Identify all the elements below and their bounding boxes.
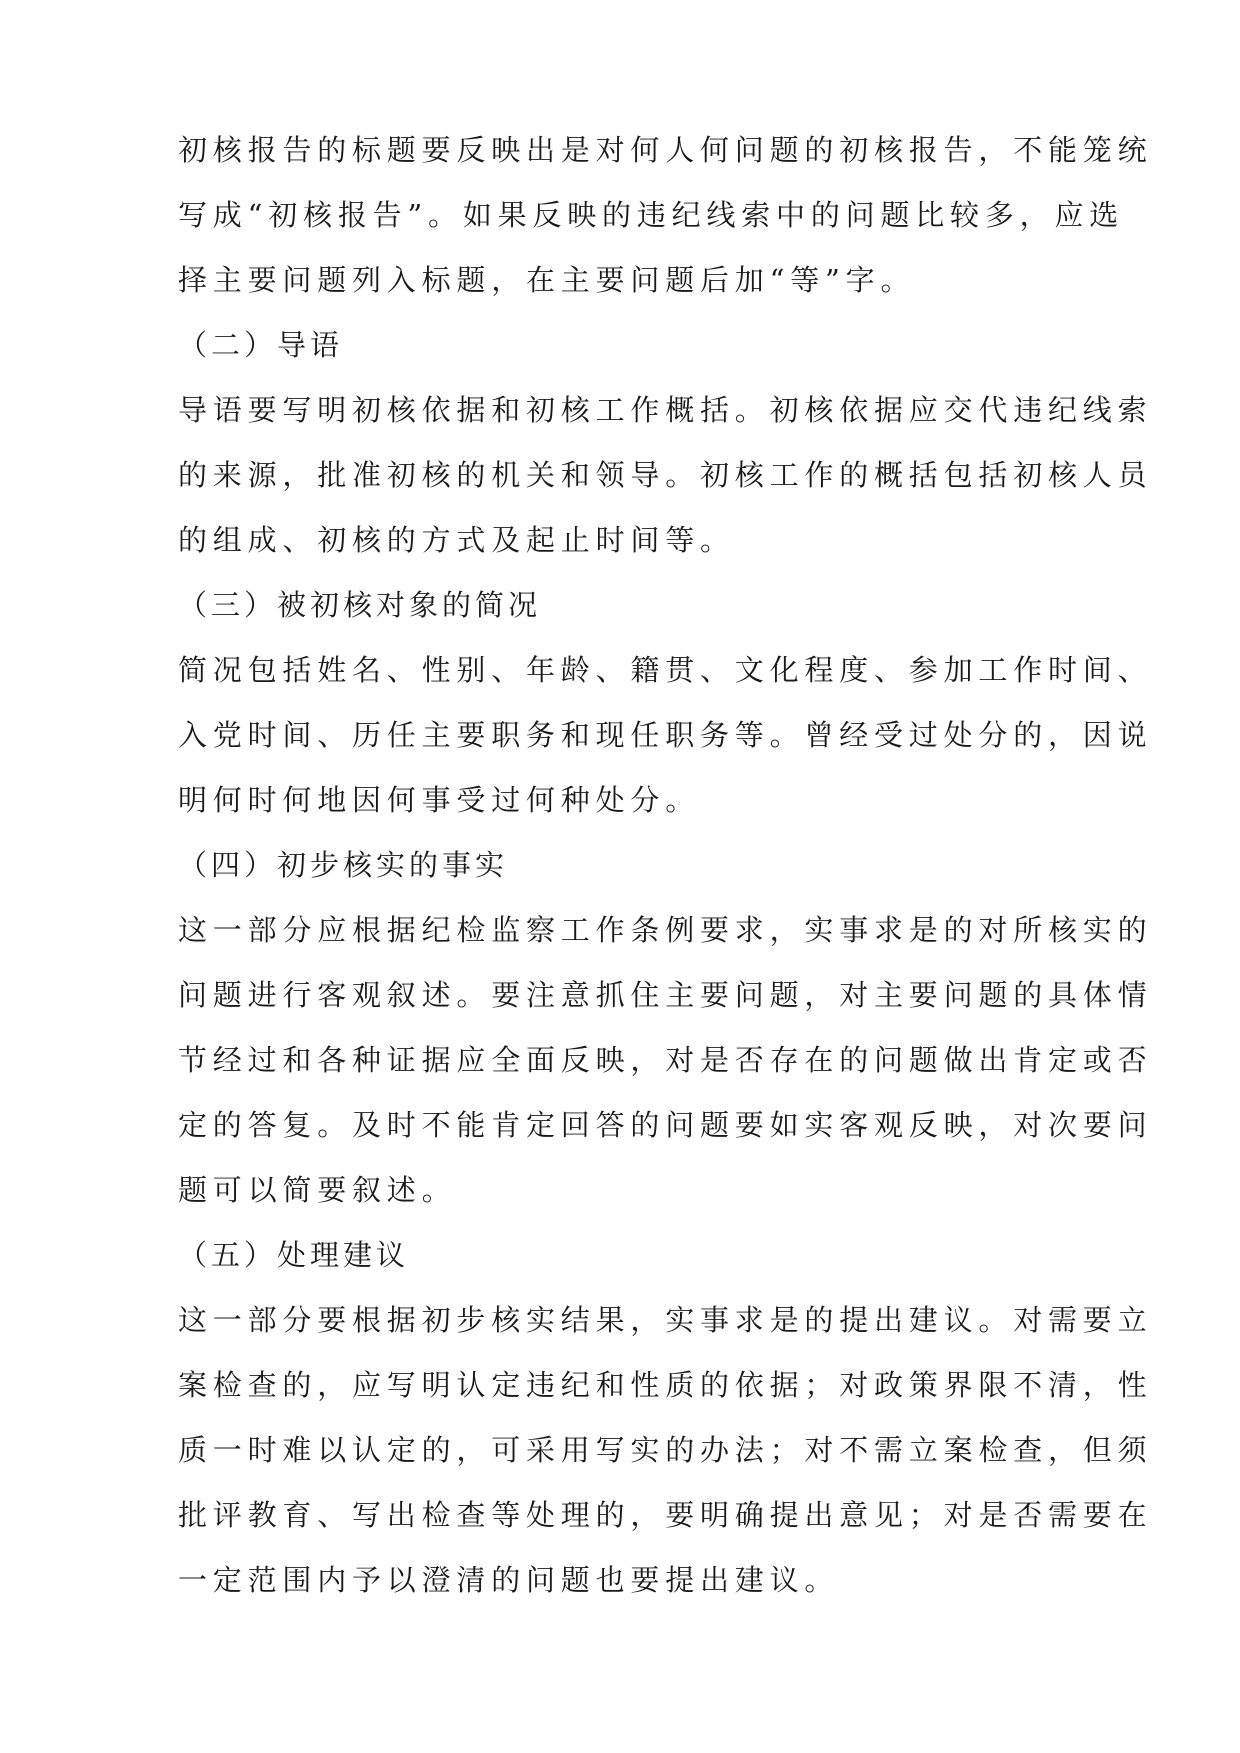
body-line: 这一部分应根据纪检监察工作条例要求，实事求是的对所核实的 — [178, 913, 1153, 947]
body-line: 定的答复。及时不能肯定回答的问题要如实客观反映，对次要问 — [178, 1108, 1153, 1142]
body-line: 的组成、初核的方式及起止时间等。 — [178, 523, 735, 557]
body-line: 题可以简要叙述。 — [178, 1173, 457, 1207]
body-line: 一定范围内予以澄清的问题也要提出建议。 — [178, 1563, 840, 1597]
body-line: 质一时难以认定的，可采用写实的办法；对不需立案检查，但须 — [178, 1433, 1153, 1467]
section-heading-2: （二）导语 — [178, 328, 344, 362]
document-body — [178, 125, 1153, 1620]
body-line: 导语要写明初核依据和初核工作概括。初核依据应交代违纪线索 — [178, 393, 1153, 427]
body-line: 这一部分要根据初步核实结果，实事求是的提出建议。对需要立 — [178, 1303, 1153, 1337]
body-line: 写成“初核报告”。如果反映的违纪线索中的问题比较多，应选 — [178, 198, 1125, 232]
body-line: 案检查的，应写明认定违纪和性质的依据；对政策界限不清，性 — [178, 1368, 1153, 1402]
body-line: 择主要问题列入标题，在主要问题后加“等”字。 — [178, 263, 916, 297]
section-heading-4: （四）初步核实的事实 — [178, 848, 509, 882]
body-line: 初核报告的标题要反映出是对何人何问题的初核报告，不能笼统 — [178, 133, 1153, 167]
body-line: 节经过和各种证据应全面反映，对是否存在的问题做出肯定或否 — [178, 1043, 1153, 1077]
body-line: 的来源，批准初核的机关和领导。初核工作的概括包括初核人员 — [178, 458, 1153, 492]
body-line: 入党时间、历任主要职务和现任职务等。曾经受过处分的，因说 — [178, 718, 1153, 752]
body-line: 明何时何地因何事受过何种处分。 — [178, 783, 701, 817]
body-line: 问题进行客观叙述。要注意抓住主要问题，对主要问题的具体情 — [178, 978, 1153, 1012]
body-line: 批评教育、写出检查等处理的，要明确提出意见；对是否需要在 — [178, 1498, 1153, 1532]
section-heading-3: （三）被初核对象的简况 — [178, 588, 542, 622]
body-line: 简况包括姓名、性别、年龄、籍贯、文化程度、参加工作时间、 — [178, 653, 1153, 687]
section-heading-5: （五）处理建议 — [178, 1238, 410, 1272]
